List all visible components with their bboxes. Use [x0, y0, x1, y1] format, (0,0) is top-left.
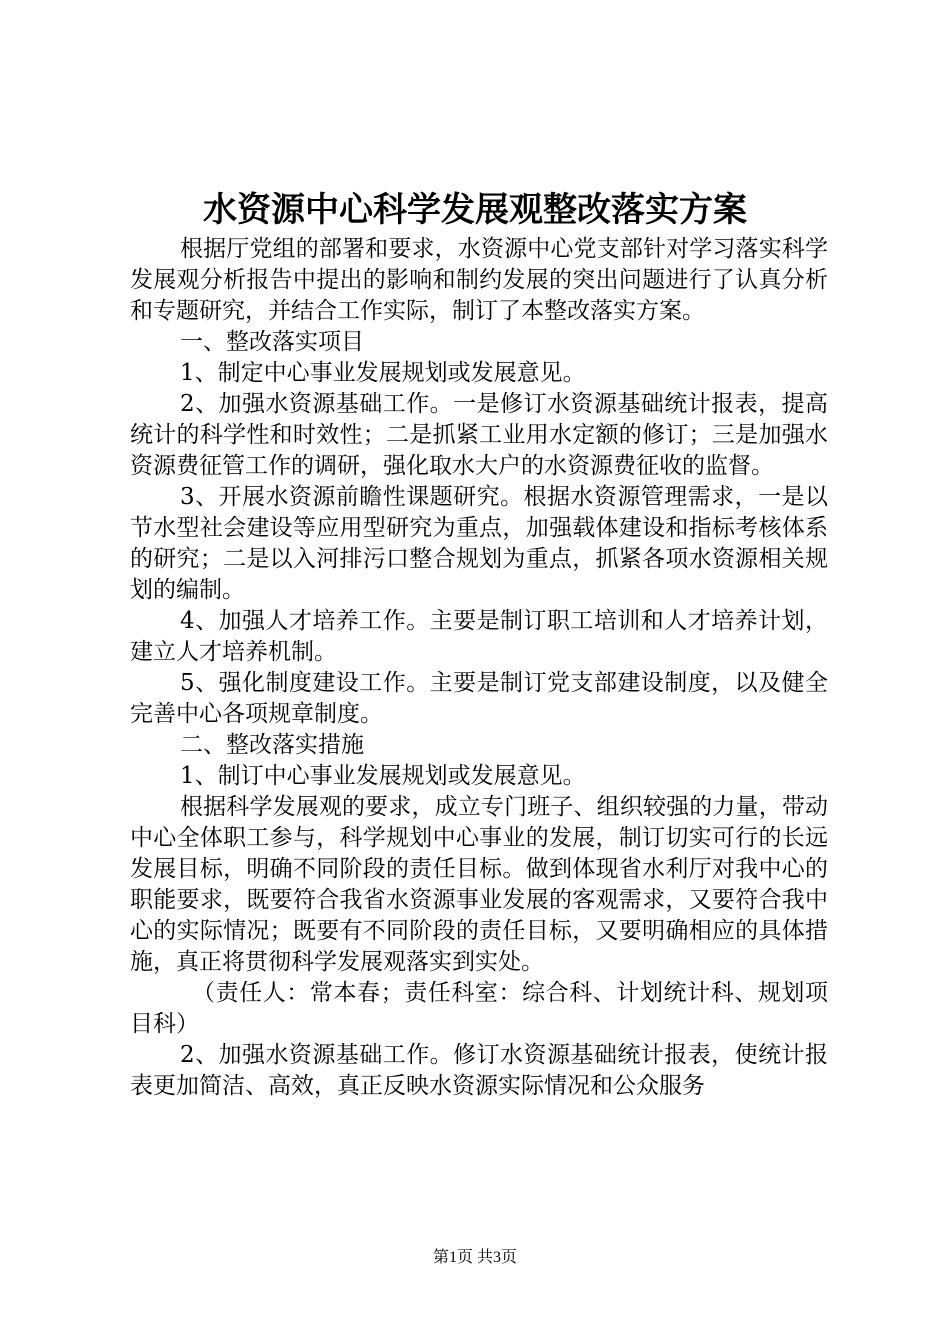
paragraph-measure-1-body: 根据科学发展观的要求，成立专门班子、组织较强的力量，带动中心全体职工参与，科学规划中心事业的发展，制订切实可行的长远发展目标，明确不同阶段的责任目标。做到体现省水利厅对我中心的职能要求，既要符合我省水资源事业发展的客观需求，又要符合我中心的实际情况；既要有不同阶段的责任目标，又要明确相应的具体措施，真正将贯彻科学发展观落实到实处。 — [130, 794, 828, 975]
section-heading-2: 二、整改落实措施 — [180, 732, 364, 758]
paragraph-responsible: （责任人：常本春；责任科室：综合科、计划统计科、规划项目科） — [130, 980, 828, 1037]
document-title: 水资源中心科学发展观整改落实方案 — [203, 190, 747, 230]
paragraph-item-1: 1、制定中心事业发展规划或发展意见。 — [180, 360, 586, 386]
paragraph-measure-2: 2、加强水资源基础工作。修订水资源基础统计报表，使统计报表更加简洁、高效，真正反映水资源实际情况和公众服务 — [130, 1042, 828, 1099]
paragraph-intro: 根据厅党组的部署和要求，水资源中心党支部针对学习落实科学发展观分析报告中提出的影响和制约发展的突出问题进行了认真分析和专题研究，并结合工作实际，制订了本整改落实方案。 — [130, 236, 828, 324]
paragraph-measure-1: 1、制订中心事业发展规划或发展意见。 — [180, 763, 586, 789]
paragraph-item-4: 4、加强人才培养工作。主要是制订职工培训和人才培养计划，建立人才培养机制。 — [130, 608, 828, 665]
page-footer: 第1页 共3页 — [432, 1249, 517, 1266]
section-heading-1: 一、整改落实项目 — [180, 329, 364, 355]
paragraph-item-3: 3、开展水资源前瞻性课题研究。根据水资源管理需求，一是以节水型社会建设等应用型研究为重点，加强载体建设和指标考核体系的研究；二是以入河排污口整合规划为重点，抓紧各项水资源相关规划的编制。 — [130, 484, 828, 603]
paragraph-item-5: 5、强化制度建设工作。主要是制订党支部建设制度，以及健全完善中心各项规章制度。 — [130, 670, 828, 727]
document-body — [130, 234, 828, 1102]
paragraph-item-2: 2、加强水资源基础工作。一是修订水资源基础统计报表，提高统计的科学性和时效性；二是抓紧工业用水定额的修订；三是加强水资源费征管工作的调研，强化取水大户的水资源费征收的监督。 — [130, 391, 828, 479]
